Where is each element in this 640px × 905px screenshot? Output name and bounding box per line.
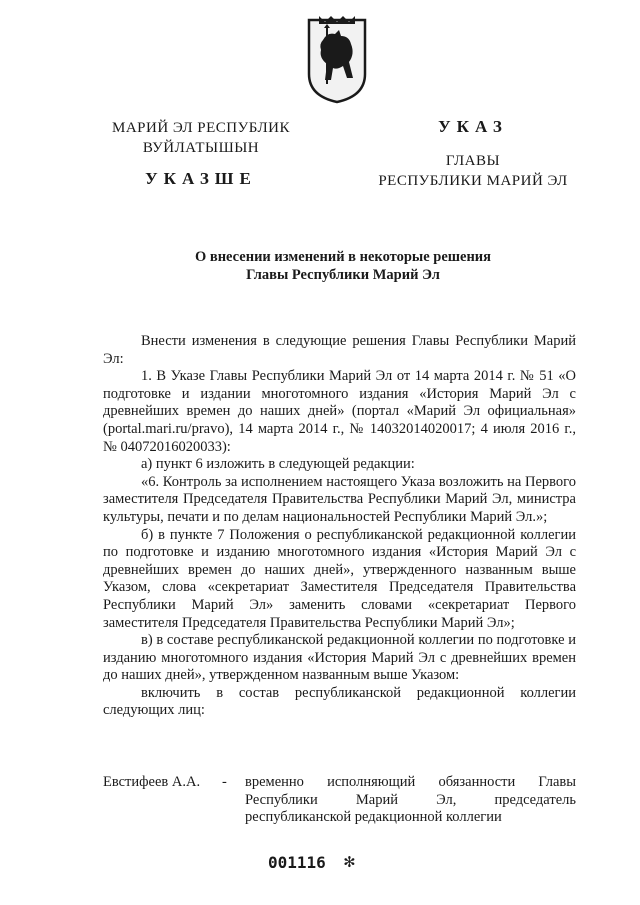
- header-left-line3: УКАЗШЕ: [145, 169, 257, 188]
- header-right-line2: ГЛАВЫ: [445, 153, 501, 169]
- document-title-line1: О внесении изменений в некоторые решения: [194, 249, 492, 265]
- document-title-line2: Главы Республики Марий Эл: [246, 267, 440, 283]
- member-description: [245, 774, 576, 827]
- document-body: [103, 333, 576, 720]
- paragraph-item-1: 1. В Указе Главы Республики Марий Эл от 14 марта 2014 г. № 51 «О подготовке и издании многотомного издания «История Марий Эл с древнейших времен до наших дней» (портал «Марий Эл официальная» (portal.mari.ru/pravo), 14 марта 2014 г., № 14032014020017; 4 июля 2016 г., № 04072016020033):: [103, 368, 576, 455]
- header-left-line2: ВУЙЛАТЫШЫН: [142, 140, 260, 156]
- paragraph-intro: Внести изменения в следующие решения Главы Республики Марий Эл:: [103, 333, 576, 367]
- footer-mark: ✻: [344, 851, 355, 872]
- document-number: 001116: [268, 853, 326, 872]
- member-description-text: временно исполняющий обязанности Главы Республики Марий Эл, председатель республиканской редакционной коллегии: [245, 774, 576, 826]
- coat-of-arms-emblem: [305, 12, 369, 104]
- member-name: Евстифеев А.А.: [103, 774, 201, 790]
- header-right-line1: УКАЗ: [438, 117, 508, 136]
- paragraph-quote-6: «6. Контроль за исполнением настоящего Указа возложить на Первого заместителя Председателя Правительства Республики Марий Эл, министра культуры, печати и по делам национальностей Республики Марий Эл.»;: [103, 473, 576, 525]
- paragraph-sub-b: б) в пункте 7 Положения о республиканской редакционной коллегии по подготовке и изданию многотомного издания «История Марий Эл с древнейших времен до наших дней», утвержденного названным выше Указом, слова «секретариат Заместителя Председателя Правительства Республики Марий Эл» заменить словами «секретариат Первого заместителя Председателя Правительства Республики Марий Эл»;: [103, 526, 576, 631]
- document-title: [100, 248, 586, 284]
- member-dash: -: [222, 774, 227, 790]
- paragraph-include: включить в состав республиканской редакционной коллегии следующих лиц:: [103, 684, 576, 719]
- paragraph-sub-a: а) пункт 6 изложить в следующей редакции:: [141, 456, 415, 473]
- paragraph-sub-v: в) в составе республиканской редакционной коллегии по подготовке и изданию многотомного издания «История Марий Эл с древнейших времен до наших дней», утвержденном названным выше Указом:: [103, 632, 576, 684]
- header-right-line3: РЕСПУБЛИКИ МАРИЙ ЭЛ: [378, 173, 568, 189]
- header-left-line1: МАРИЙ ЭЛ РЕСПУБЛИК: [111, 120, 291, 136]
